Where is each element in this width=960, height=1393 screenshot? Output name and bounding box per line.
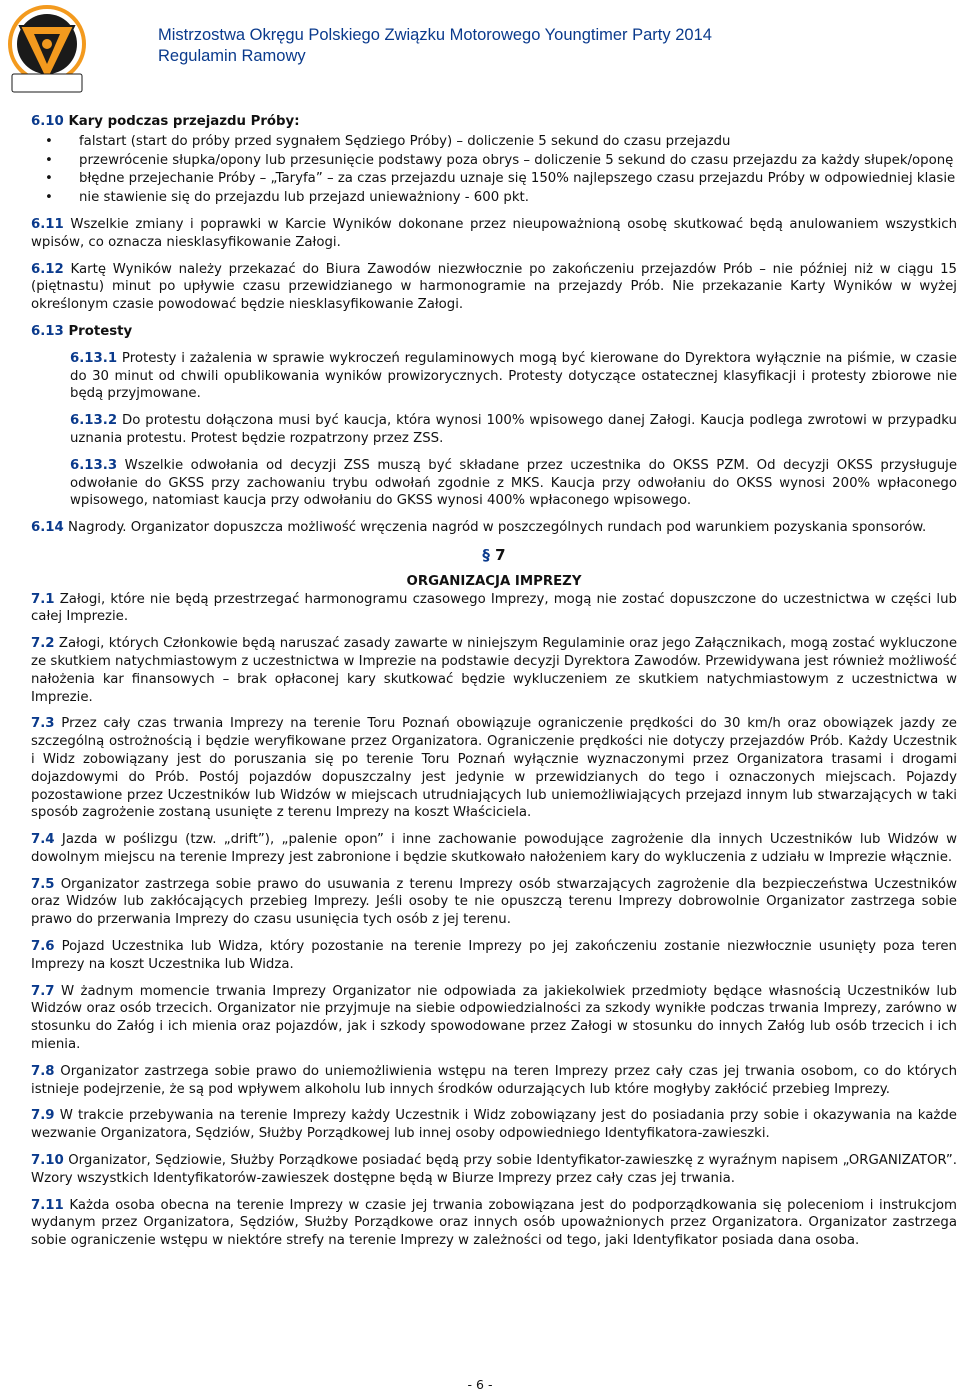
page-number: - 6 - xyxy=(467,1377,493,1392)
penalty-list xyxy=(31,133,957,207)
section-7-number: § 7 xyxy=(482,545,506,564)
paragraph-6-13-1: 6.13.1 Protesty i zażalenia w sprawie wykroczeń regulaminowych mogą być kierowane do Dyrektora wyłącznie na piśmie, w czasie do 30 minut od chwili opublikowania wyników prowizorycznych. Protesty dotyczące ostatecznej klasyfikacji i protesty zbiorowe nie będą przyjmowane. xyxy=(70,350,957,402)
paragraph-7-9: 7.9 W trakcie przebywania na terenie Imprezy każdy Uczestnik i Widz zobowiązany jest do posiadania przy sobie i okazywania na każde wezwanie Organizatora, Sędziów, Służby Porządkowej lub innej osoby odpowiedniego Identyfikatora-zawieszki. xyxy=(31,1108,957,1142)
paragraph-7-11: 7.11 Każda osoba obecna na terenie Imprezy w czasie jej trwania zobowiązana jest do podporządkowania się poleceniom i instrukcjom wydanym przez Organizatora, Sędziów, Służby Porządkowe oraz innych osób upoważnionych przez Organizatora. Organizator zastrzega sobie ograniczenie wstępu w niektóre strefy na terenie Imprezy w zależności od tego, jaki Identyfikator posiada dana osoba. xyxy=(31,1197,957,1249)
paragraph-7-8: 7.8 Organizator zastrzega sobie prawo do uniemożliwienia wstępu na teren Imprezy przez cały czas jej trwania osobom, co do których istnieje podejrzenie, że są pod wpływem alkoholu lub innych środków odurzających lub które mogłyby zakłócić przebieg Imprezy. xyxy=(31,1063,957,1097)
list-item: • falstart (start do próby przed sygnałem Sędziego Próby) – doliczenie 5 sekund do czasu przejazdu xyxy=(45,133,731,149)
paragraph-7-3: 7.3 Przez cały czas trwania Imprezy na terenie Toru Poznań obowiązuje ograniczenie prędkości do 30 km/h oraz obowiązek jazdy ze szczególną ostrożnością i będzie weryfikowane przez Organizatora. Ograniczenie prędkości nie dotyczy przejazdów Prób. Każdy Uczestnik i Widz zobowiązany jest do poruszania się po terenie Toru Poznań wyłącznie wyznaczonymi przez Organizatora trasami i drogami dojazdowymi do Prób. Postój pojazdów dopuszczalny jest jedynie w przewidzianych do tego i oznaczonych miejscach. Pojazdy pozostawione przez Uczestników lub Widzów w miejscach utrudniających lub uniemożliwiających przejazd innym lub stwarzających w taki sposób zagrożenie zostaną usunięte z terenu Imprezy na koszt Właściciela. xyxy=(31,716,957,821)
club-logo-icon xyxy=(6,4,88,96)
list-item: • błędne przejechanie Próby – „Taryfa” – za czas przejazdu uznaje się 150% najlepszego czasu przejazdu Próby w odpowiedniej klasie xyxy=(45,171,956,187)
document-body xyxy=(31,113,957,1259)
paragraph-6-11: 6.11 Wszelkie zmiany i poprawki w Karcie Wyników dokonane przez nieupoważnioną osobę skutkować będą anulowaniem wszystkich wpisów, co oznacza niesklasyfikowanie Załogi. xyxy=(31,216,957,250)
paragraph-7-7: 7.7 W żadnym momencie trwania Imprezy Organizator nie odpowiada za jakiekolwiek przedmioty będące własnością Uczestników lub Widzów oraz osób trzecich. Organizator nie przyjmuje na siebie odpowiedzialności za szkody wynikłe podczas trwania Imprezy, zarówno w stosunku do Załóg i ich mienia oraz pojazdów, jak i szkody spowodowane przez Załogi w stosunku do innych Załóg lub osób trzecich i ich mienia. xyxy=(31,983,957,1053)
paragraph-7-5: 7.5 Organizator zastrzega sobie prawo do usuwania z terenu Imprezy osób stwarzających zagrożenie dla bezpieczeństwa Uczestników oraz Widzów lub zakłócających przebieg Imprezy. Jeśli osoby te nie opuszczą terenu Imprezy dobrowolnie Organizator zastrzega sobie prawo do przerwania Imprezy do czasu usunięcia tych osób z jej terenu. xyxy=(31,876,957,928)
bullet-icon: • xyxy=(45,190,53,206)
bullet-icon: • xyxy=(45,171,53,187)
paragraph-7-1: 7.1 Załogi, które nie będą przestrzegać harmonogramu czasowego Imprezy, mogą nie zostać dopuszczone do uczestnictwa w części lub całej Imprezie. xyxy=(31,591,957,625)
header-text xyxy=(158,25,712,67)
section-7-title: ORGANIZACJA IMPREZY xyxy=(406,573,582,589)
paragraph-7-4: 7.4 Jazda w poślizgu (tzw. „drift”), „palenie opon” i inne zachowanie powodujące zagrożenie dla innych Uczestników lub Widzów w dowolnym miejscu na terenie Imprezy jest zabronione i będzie skutkowało nałożeniem kary do wykluczenia z udziału w Imprezie włącznie. xyxy=(31,832,957,865)
section-title: Kary podczas przejazdu Próby: xyxy=(63,114,300,129)
section-number: 6.10 xyxy=(31,114,64,129)
paragraph-6-13-3: 6.13.3 Wszelkie odwołania od decyzji ZSS muszą być składane przez uczestnika do OKSS PZM. Od decyzji OKSS przysługuje odwołanie do GKSS przy zachowaniu trybu odwołań zgodnie z MKS. Kaucja przy odwołaniu do OKSS wynosi 200% wpłaconego wpisowego, natomiast kaucja przy odwołaniu do GKSS wynosi 400% wpłaconego wpisowego. xyxy=(70,457,957,509)
document-subtitle: Regulamin Ramowy xyxy=(158,47,306,65)
paragraph-7-10: 7.10 Organizator, Sędziowie, Służby Porządkowe posiadać będą przy sobie Identyfikator-zawieszkę z wyraźnym napisem „ORGANIZATOR”. Wzory wszystkich Identyfikatorów-zawieszek dostępne będą w Biurze Imprezy przez cały czas jej trwania. xyxy=(31,1153,957,1186)
paragraph-6-12: 6.12 Kartę Wyników należy przekazać do Biura Zawodów niezwłocznie po zakończeniu przejazdów Prób – nie później niż w ciągu 15 (piętnastu) minut po upływie czasu przewidzianego w harmonogramie na przejazdy Prób. Nie przekazanie Karty Wyników w wyżej określonym czasie powodować będzie niesklasyfikowanie Załogi. xyxy=(31,261,957,313)
section-6-10-heading xyxy=(31,113,957,131)
list-item: • przewrócenie słupka/opony lub przesunięcie podstawy poza obrys – doliczenie 5 sekund do czasu przejazdu za każdy słupek/oponę xyxy=(45,152,954,168)
list-item: • nie stawienie się do przejazdu lub przejazd unieważniony - 600 pkt. xyxy=(45,190,529,206)
page-header xyxy=(0,0,960,100)
document-title: Mistrzostwa Okręgu Polskiego Związku Motorowego Youngtimer Party 2014 xyxy=(158,26,712,44)
bullet-icon: • xyxy=(45,152,53,168)
paragraph-7-6: 7.6 Pojazd Uczestnika lub Widza, który pozostanie na terenie Imprezy po jej zakończeniu zostanie niezwłocznie usunięty poza teren Imprezy na koszt Uczestnika lub Widza. xyxy=(31,939,957,972)
paragraph-7-2: 7.2 Załogi, których Członkowie będą naruszać zasady zawarte w niniejszym Regulaminie oraz jego Załącznikach, mogą zostać wykluczone ze skutkiem natychmiastowym z uczestnictwa w Imprezie na podstawie decyzji Dyrektora Zawodów. Przewidywana jest również możliwość nałożenia kar finansowych – brak opłaconej kary skutkować będzie wykluczeniem ze skutkiem natychmiastowym z uczestnictwa w Imprezie. xyxy=(31,636,957,705)
paragraph-6-14: 6.14 Nagrody. Organizator dopuszcza możliwość wręczenia nagród w poszczególnych rundach pod warunkiem pozyskania sponsorów. xyxy=(31,520,927,536)
paragraph-6-13-2: 6.13.2 Do protestu dołączona musi być kaucja, która wynosi 100% wpisowego danej Załogi. Kaucja podlega zwrotowi w przypadku uznania protestu. Protest będzie rozpatrzony przez ZSS. xyxy=(70,413,957,446)
section-6-13-heading: 6.13 Protesty xyxy=(31,323,133,339)
bullet-icon: • xyxy=(45,133,53,149)
